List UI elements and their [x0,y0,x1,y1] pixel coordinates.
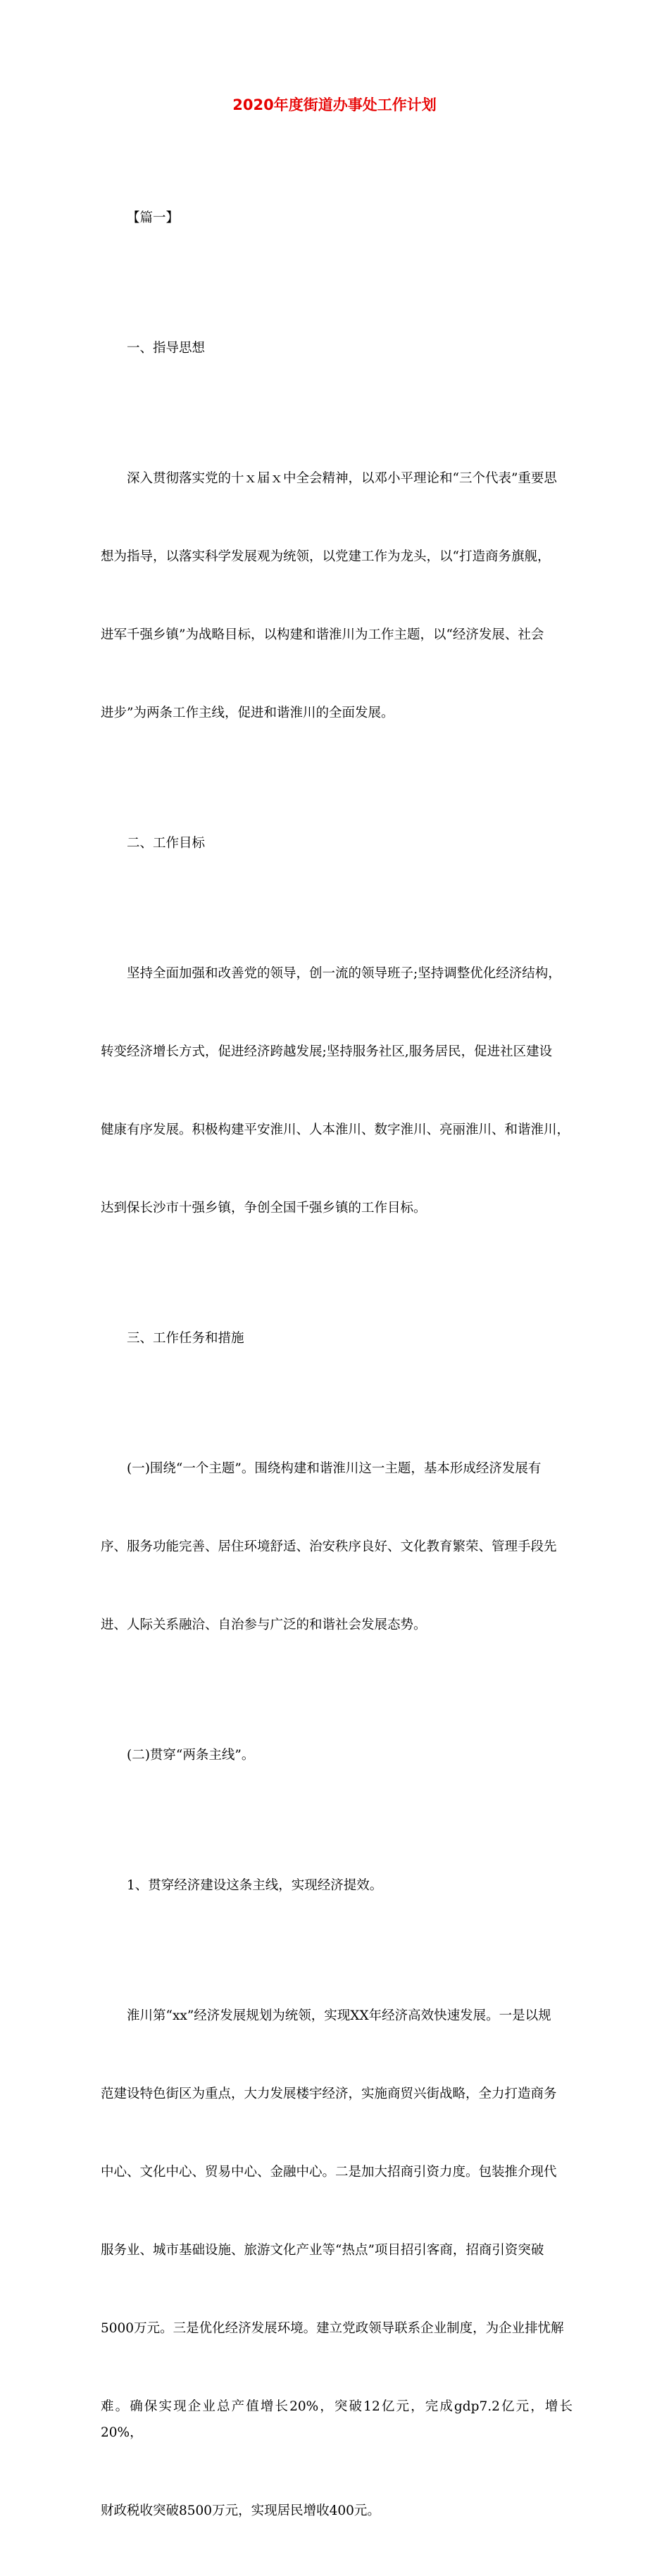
text-line: 进步”为两条工作主线，促进和谐淮川的全面发展。 [101,706,394,720]
text-line: 健康有序发展。积极构建平安淮川、人本淮川、数字淮川、亮丽淮川、和谐淮川， [101,1123,570,1137]
text-line: 【篇一】 [127,211,180,225]
section-heading-guiding-ideology [101,283,573,413]
text-line: (一)围绕“一个主题”。围绕构建和谐淮川这一主题，基本形成经济发展有 [127,1461,542,1476]
text-line: 进、人际关系融洽、自治参与广泛的和谐社会发展态势。 [101,1618,427,1632]
text-line: 淮川第“xx”经济发展规划为统领，实现XX年经济高效快速发展。一是以规 [127,2008,551,2023]
text-line: 序、服务功能完善、居住环境舒适、治安秩序良好、文化教育繁荣、管理手段先 [101,1539,557,1554]
section-heading-work-goals [101,778,573,908]
text-line: 坚持全面加强和改善党的领导，创一流的领导班子;坚持调整优化经济结构， [127,966,561,981]
subheading-economic-line [101,1820,573,1951]
text-line: 深入贯彻落实党的十ｘ届ｘ中全会精神，以邓小平理论和“三个代表”重要思 [127,471,557,486]
paragraph-economic-plan [101,1951,573,2576]
text-line: 5000万元。三是优化经济发展环境。建立党政领导联系企业制度，为企业排忧解 [101,2321,564,2336]
text-line: 想为指导，以落实科学发展观为统领，以党建工作为龙头，以“打造商务旗舰， [101,549,551,564]
paragraph-one-theme [101,1403,573,1690]
text-line: 一、指导思想 [127,341,206,356]
paragraph-work-goals [101,908,573,1273]
section-heading-tasks-measures [101,1273,573,1403]
text-line: 转变经济增长方式，促进经济跨越发展;坚持服务社区,服务居民，促进社区建设 [101,1044,553,1059]
text-line: (二)贯穿“两条主线”。 [127,1748,255,1763]
paragraph-chapter-label [101,153,573,283]
document-body [101,153,573,2576]
text-line: 1、贯穿经济建设这条主线，实现经济提效。 [127,1878,383,1893]
document-title: 2020年度街道办事处工作计划 [232,96,437,113]
text-line: 中心、文化中心、贸易中心、金融中心。二是加大招商引资力度。包装推介现代 [101,2165,557,2180]
text-line: 财政税收突破8500万元，实现居民增收400元。 [101,2503,380,2518]
text-line: 进军千强乡镇”为战略目标，以构建和谐淮川为工作主题，以“经济发展、社会 [101,627,544,642]
text-line: 二、工作目标 [127,836,206,851]
text-line: 三、工作任务和措施 [127,1331,244,1346]
paragraph-guiding-ideology [101,413,573,778]
text-line: 服务业、城市基础设施、旅游文化产业等“热点”项目招引客商，招商引资突破 [101,2243,544,2258]
subheading-two-main-lines [101,1690,573,1820]
text-line: 范建设特色街区为重点，大力发展楼宇经济，实施商贸兴街战略，全力打造商务 [101,2087,557,2101]
text-line: 达到保长沙市十强乡镇，争创全国千强乡镇的工作目标。 [101,1201,427,1215]
text-line: 难。确保实现企业总产值增长20%，突破12亿元，完成gdp7.2亿元，增长20%， [101,2399,573,2440]
